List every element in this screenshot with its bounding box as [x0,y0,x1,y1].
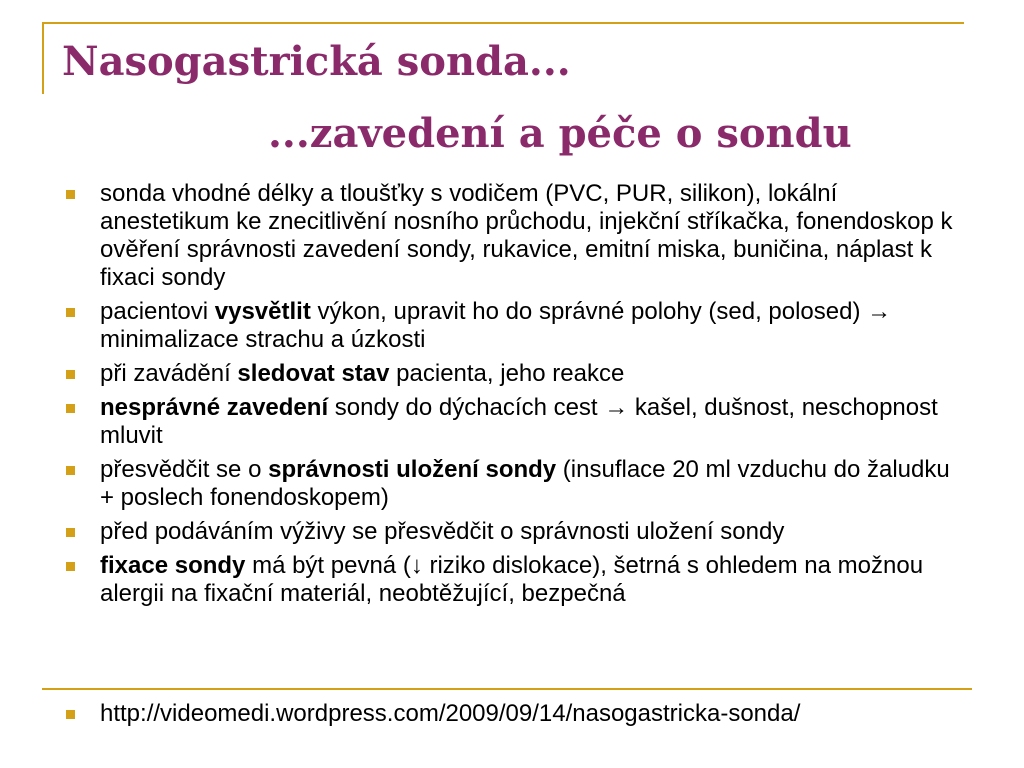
square-bullet-icon [66,562,75,571]
list-item [64,518,964,546]
list-item [64,298,964,354]
list-item [64,552,964,608]
bullet-text-bold: sledovat stav [237,360,390,387]
source-url: http://videomedi.wordpress.com/2009/09/14/nasogastricka-sonda/ [100,700,801,727]
top-divider [42,22,964,24]
square-bullet-icon [66,370,75,379]
bullet-text-bold: fixace sondy [100,552,246,579]
square-bullet-icon [66,404,75,413]
bullet-list [64,180,964,614]
bullet-text-after: výkon, upravit ho do správné polohy (sed, polosed) → minimalizace strachu a úzkosti [100,298,892,353]
bullet-text-after: (insuflace 20 ml vzduchu do žaludku + poslech fonendoskopem) [100,456,950,511]
bullet-text: sonda vhodné délky a tloušťky s vodičem (PVC, PUR, silikon), lokální anestetikum ke znecitlivění nosního průchodu, injekční stříkačka, fonendoskop k ověření správnosti zavedení sondy, rukavice, emitní miska, buničina, náplast k fixaci sondy [100,180,953,291]
bullet-text-bold: vysvětlit [214,298,311,325]
bullet-text-before: přesvědčit se o [100,456,269,483]
square-bullet-icon [66,528,75,537]
bullet-text: před podáváním výživy se přesvědčit o správnosti uložení sondy [100,518,785,545]
square-bullet-icon [66,466,75,475]
bullet-text-bold: nesprávné zavedení [100,394,329,421]
bullet-text-after: má být pevná (↓ riziko dislokace), šetrná s ohledem na možnou alergii na fixační materiál, neobtěžující, bezpečná [100,552,924,607]
left-accent-line [42,22,44,94]
bullet-text-before: při zavádění [100,360,238,387]
square-bullet-icon [66,190,75,199]
source-item [64,700,964,728]
slide-title: Nasogastrická sonda... [62,38,571,85]
list-item [64,456,964,512]
list-item [64,360,964,388]
list-item [64,394,964,450]
square-bullet-icon [66,710,75,719]
slide-subtitle: ...zavedení a péče o sondu [268,110,852,157]
square-bullet-icon [66,308,75,317]
source-list [64,700,964,728]
bullet-text-bold: správnosti uložení sondy [268,456,557,483]
bullet-text-before: pacientovi [100,298,215,325]
bottom-divider [42,688,972,690]
list-item [64,180,964,292]
bullet-text-after: sondy do dýchacích cest → kašel, dušnost, neschopnost mluvit [100,394,938,449]
bullet-text-after: pacienta, jeho reakce [389,360,625,387]
